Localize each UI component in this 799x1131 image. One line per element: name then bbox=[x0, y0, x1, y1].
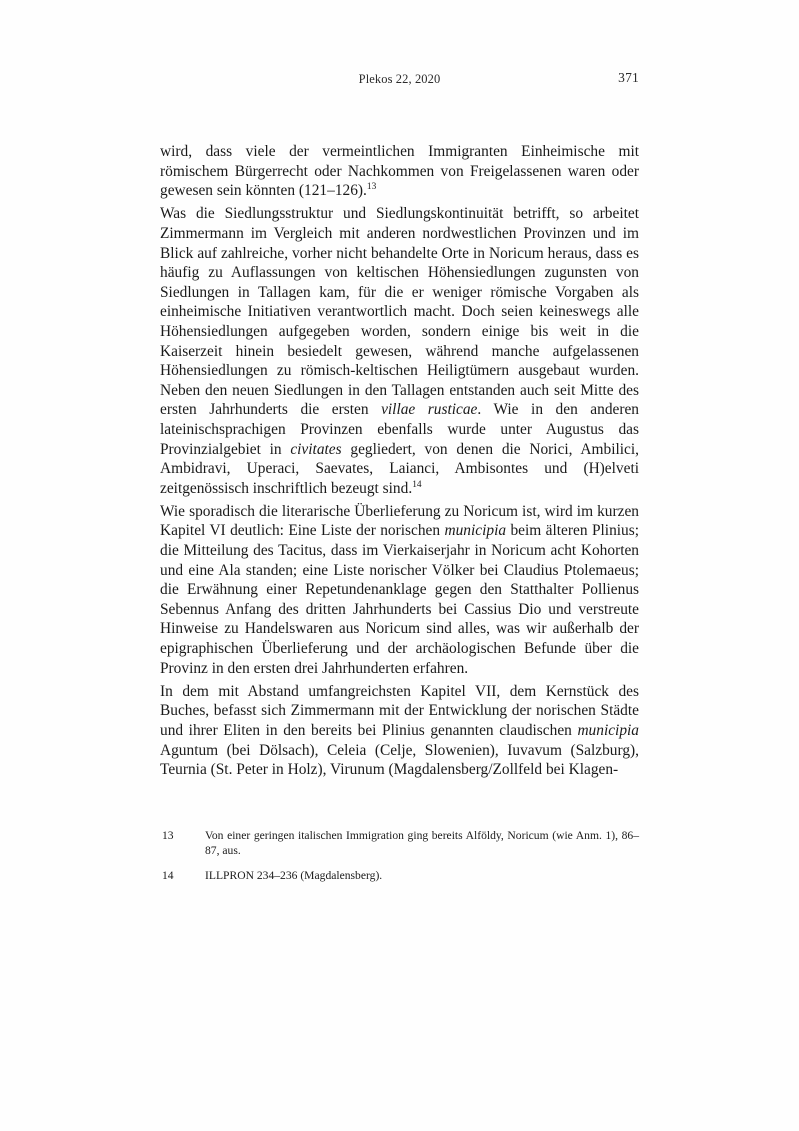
footnote-item bbox=[160, 828, 639, 859]
body-text-block bbox=[160, 142, 639, 780]
italic-term: municipia bbox=[444, 522, 507, 540]
running-title: Plekos 22, 2020 bbox=[358, 72, 441, 86]
footnote-section bbox=[160, 828, 639, 892]
body-paragraph-1: wird, dass viele der vermeintlichen Immigranten Einheimische mit römischem Bürgerrecht oder Nachkommen von Freigelassenen waren oder gewesen sein könnten (121–126).$^{13}$ bbox=[160, 143, 639, 200]
footnote-marker[interactable]: 14 bbox=[412, 479, 422, 490]
italic-term: civitates bbox=[290, 440, 342, 458]
body-paragraph-3: Wie sporadisch die literarische Überlieferung zu Noricum ist, wird im kurzen Kapitel VI deutlich: Eine Liste der norischen municipia beim älteren Plinius; die Mitteilung des Tacitus, dass im Vierkaiserjahr in Noricum acht Kohorten und eine Ala standen; eine Liste norischer Völker bei Claudius Ptolemaeus; die Erwähnung einer Repetundenanklage gegen den Statthalter Pollienus Sebennus Anfang des dritten Jahrhunderts bei Cassius Dio und verstreute Hinweise zu Handelswaren aus Noricum sind alles, was wir außerhalb der epigraphischen Überlieferung und der archäologischen Befunde über die Provinz in den ersten drei Jahrhunderten erfahren. bbox=[160, 502, 639, 677]
footnote-item bbox=[160, 868, 639, 883]
footnote-text: Von einer geringen italischen Immigration ging bereits Alföldy, Noricum (wie Anm. 1), 86–87, aus. bbox=[205, 829, 639, 858]
footnote-number: 13 bbox=[162, 829, 174, 842]
page-number: 371 bbox=[618, 70, 639, 85]
body-paragraph-2: Was die Siedlungsstruktur und Siedlungskontinuität betrifft, so arbeitet Zimmermann im Vergleich mit anderen nordwestlichen Provinzen und im Blick auf zahlreiche, vorher nicht behandelte Orte in Noricum heraus, dass es häufig zu Auflassungen von keltischen Höhensiedlungen zugunsten von Siedlungen in Tallagen kam, für die er weniger römische Vorgaben als einheimische Initiativen verantwortlich macht. Doch seien keineswegs alle Höhensiedlungen aufgegeben worden, sondern einige bis weit in die Kaiserzeit hinein besiedelt gewesen, während manche aufgelassenen Höhensiedlungen zu römisch-keltischen Heiligtümern ausgebaut wurden. Neben den neuen Siedlungen in den Tallagen entstanden auch seit Mitte des ersten Jahrhunderts die ersten villae rusticae. Wie in den anderen lateinischsprachigen Provinzen ebenfalls wurde unter Augustus das Provinzialgebiet in civitates gegliedert, von denen die Norici, Ambilici, Ambidravi, Uperaci, Saevates, Laianci, Ambisontes und (H)elveti zeitgenössisch inschriftlich bezeugt sind.$^{14}$ bbox=[160, 205, 640, 497]
footnote-text: ILLPRON 234–236 (Magdalensberg). bbox=[205, 868, 383, 882]
footnote-number: 14 bbox=[162, 868, 174, 882]
footnote-marker[interactable]: 13 bbox=[366, 182, 377, 193]
running-header bbox=[160, 70, 639, 92]
italic-term: municipia bbox=[577, 722, 639, 739]
body-paragraph-4: In dem mit Abstand umfangreichsten Kapitel VII, dem Kernstück des Buches, befasst sich Zimmermann mit der Entwicklung der norischen Städte und ihrer Eliten in den bereits bei Plinius genannten claudischen municipia Aguntum (bei Dölsach), Celeia (Celje, Slowenien), Iuvavum (Salzburg), Teurnia (St. Peter in Holz), Virunum (Magdalensberg/Zollfeld bei Klagen- bbox=[160, 682, 639, 779]
italic-term: villae rusticae bbox=[381, 401, 478, 419]
